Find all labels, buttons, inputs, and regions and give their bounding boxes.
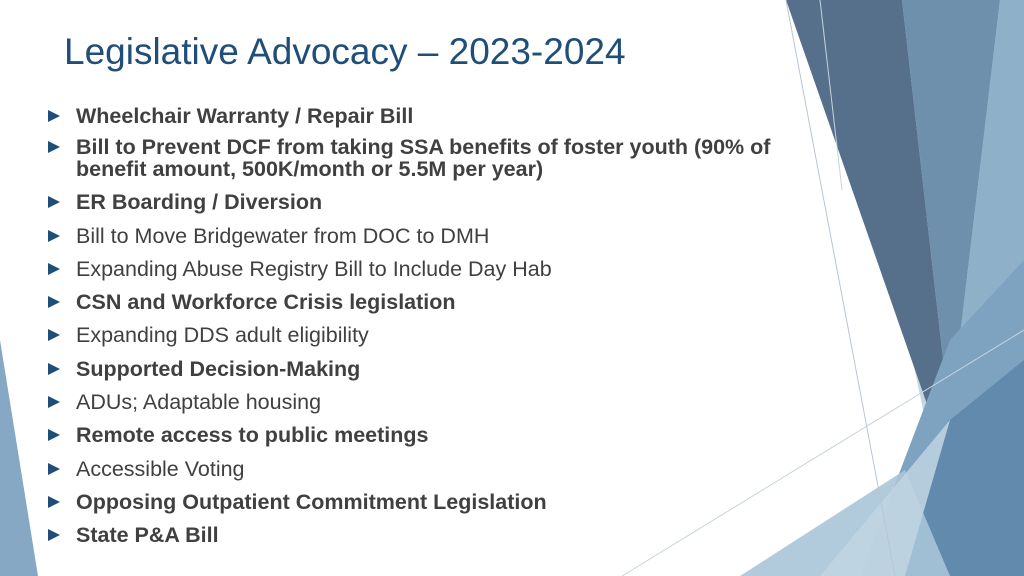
triangle-bullet-icon xyxy=(48,529,60,541)
list-item xyxy=(46,522,846,548)
list-item xyxy=(46,136,846,180)
triangle-bullet-icon xyxy=(48,396,60,408)
list-item-text: CSN and Workforce Crisis legislation xyxy=(76,290,456,315)
list-item-text: Bill to Prevent DCF from taking SSA benefits of foster youth (90% of benefit amount, 500K/month or 5.5M per year) xyxy=(76,135,771,182)
triangle-bullet-icon xyxy=(48,196,60,208)
list-item-text: Wheelchair Warranty / Repair Bill xyxy=(76,104,414,128)
triangle-bullet-icon xyxy=(48,329,60,341)
list-item xyxy=(46,189,846,215)
list-item xyxy=(46,489,846,515)
triangle-bullet-icon xyxy=(48,110,60,122)
triangle-bullet-icon xyxy=(48,141,60,153)
list-item xyxy=(46,356,846,382)
list-item xyxy=(46,256,846,282)
triangle-bullet-icon xyxy=(48,296,60,308)
list-item-text: Opposing Outpatient Commitment Legislation xyxy=(76,489,547,514)
list-item-text: State P&A Bill xyxy=(76,523,219,548)
triangle-bullet-icon xyxy=(48,463,60,475)
list-item-text: Remote access to public meetings xyxy=(76,423,429,448)
triangle-bullet-icon xyxy=(48,263,60,275)
list-item-text: Supported Decision-Making xyxy=(76,356,361,381)
triangle-bullet-icon xyxy=(48,230,60,242)
list-item xyxy=(46,103,846,129)
list-item-text: ADUs; Adaptable housing xyxy=(76,390,322,415)
triangle-bullet-icon xyxy=(48,429,60,441)
list-item-text: Accessible Voting xyxy=(76,456,245,481)
list-item-text: Expanding DDS adult eligibility xyxy=(76,323,369,348)
triangle-bullet-icon xyxy=(48,363,60,375)
list-item xyxy=(46,223,846,249)
list-item xyxy=(46,422,846,448)
list-item-text: ER Boarding / Diversion xyxy=(76,190,323,215)
triangle-bullet-icon xyxy=(48,496,60,508)
list-item xyxy=(46,389,846,415)
list-item-text: Bill to Move Bridgewater from DOC to DMH xyxy=(76,223,490,248)
list-item xyxy=(46,289,846,315)
list-item-text: Expanding Abuse Registry Bill to Include Day Hab xyxy=(76,256,552,281)
page-title: Legislative Advocacy – 2023-2024 xyxy=(64,31,626,72)
bullet-list xyxy=(46,103,846,556)
left-edge-facet xyxy=(0,340,38,576)
list-item xyxy=(46,322,846,348)
list-item xyxy=(46,456,846,482)
